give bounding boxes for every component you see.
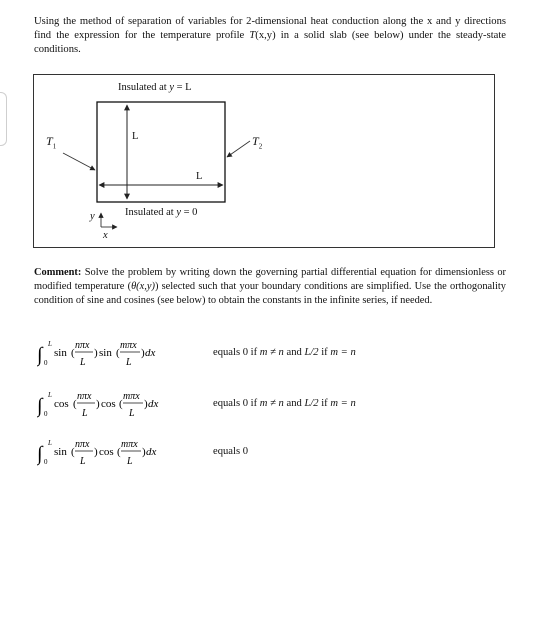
result-condition-2: m = n [330,398,356,409]
x-axis-label: x [103,230,108,241]
result-text-b: and [283,347,305,358]
numerator-n: nπx [75,439,90,450]
numerator-m: mπx [121,439,138,450]
y-axis-label: y [90,211,95,222]
integral-sign: ∫ [37,443,43,465]
upper-limit: L [48,340,52,348]
differential: dx [146,446,157,458]
differential: dx [145,347,156,359]
lower-limit: 0 [44,458,48,466]
numerator-m: mπx [123,391,140,402]
orthogonality-sin-cos [37,432,249,474]
close-paren-2: ) [141,347,145,359]
integral-sign: ∫ [37,395,43,417]
bottom-boundary-label [125,207,197,218]
slab-rectangle [97,102,225,202]
comment-label: Comment: [34,267,82,278]
side-panel-tab[interactable] [0,92,7,146]
bottom-label-value: = 0 [181,207,198,218]
orthogonality-cos-cos [37,384,356,426]
close-paren-2: ) [142,446,146,458]
open-paren-1: ( [73,398,77,410]
open-paren-1: ( [71,446,75,458]
horizontal-dimension-label: L [196,171,203,182]
result-text-a: equals 0 if [213,347,260,358]
open-paren-1: ( [71,347,75,359]
denominator-1: L [80,456,86,467]
denominator-2: L [129,408,135,419]
left-temp-symbol: T [46,134,53,148]
slab-figure [33,74,495,248]
intro-text-b: in a solid slab (see below) under the steady-state conditions. [34,30,506,55]
close-paren-2: ) [144,398,148,410]
orthogonality-result-2 [213,398,356,409]
result-text-b: and [283,398,305,409]
upper-limit: L [48,439,52,447]
denominator-1: L [82,408,88,419]
right-temp-symbol: T [252,134,259,148]
result-half: L/2 [304,398,319,409]
result-text-c: if [318,347,331,358]
bottom-label-var: y [176,207,181,218]
close-paren-1: ) [94,347,98,359]
numerator-n: nπx [75,340,90,351]
intro-text-a: Using the method of separation of variables for 2-dimensional heat conduction along the x and y directions find the expression for the temperature profile [34,16,506,41]
result-condition-1: m ≠ n [259,347,284,358]
orthogonality-result-3 [213,446,248,457]
comment-theta: θ(x,y) [131,281,155,292]
upper-limit: L [48,391,52,399]
open-paren-2: ( [117,446,121,458]
problem-statement [34,15,506,57]
denominator-1: L [80,357,86,368]
denominator-2: L [126,357,132,368]
numerator-m: mπx [120,340,137,351]
top-boundary-label [118,82,192,93]
result-condition-2: m = n [330,347,356,358]
equation-sin-sin [37,333,172,375]
top-label-var: y [169,82,174,93]
vertical-dimension-label: L [132,131,139,142]
function-1: sin [54,446,67,458]
right-temp-subscript: 2 [258,142,263,151]
equation-cos-cos [37,384,172,426]
open-paren-2: ( [119,398,123,410]
orthogonality-result-1 [213,347,356,358]
function-2: cos [101,398,116,410]
top-label-value: = L [174,82,192,93]
numerator-n: nπx [77,391,92,402]
differential: dx [148,398,159,410]
intro-temperature-symbol: T [249,30,256,41]
slab-diagram [34,75,494,247]
result-condition-1: m ≠ n [259,398,284,409]
denominator-2: L [127,456,133,467]
integral-sign: ∫ [37,344,43,366]
function-1: cos [54,398,69,410]
comment-text-b: ) selected such that your boundary conditions are simplified. Use the orthogonality condition of sine and cosines (see below) to obtain the constants in the infinite series, if needed. [34,281,506,306]
result-text-a: equals 0 if [213,398,260,409]
lower-limit: 0 [44,410,48,418]
top-label-text: Insulated at [118,82,170,93]
right-temperature-label [252,134,262,150]
comment-paragraph [34,266,506,308]
lower-limit: 0 [44,359,48,367]
result-half: L/2 [304,347,319,358]
function-1: sin [54,347,67,359]
bottom-label-text: Insulated at [125,207,177,218]
left-temperature-label [46,134,56,150]
function-2: cos [99,446,114,458]
right-temperature-pointer [227,141,250,157]
open-paren-2: ( [116,347,120,359]
left-temp-subscript: 1 [52,142,57,151]
left-temperature-pointer [63,153,95,170]
result-text-a: equals 0 [213,446,249,457]
comment-text-a: Solve the problem by writing down the governing partial differential equation for dimensionless or modified temperature ( [34,267,506,292]
close-paren-1: ) [94,446,98,458]
close-paren-1: ) [96,398,100,410]
equation-sin-cos [37,432,172,474]
intro-temperature-args: (x,y) [255,30,276,41]
orthogonality-sin-sin [37,333,356,375]
function-2: sin [99,347,112,359]
result-text-c: if [318,398,331,409]
